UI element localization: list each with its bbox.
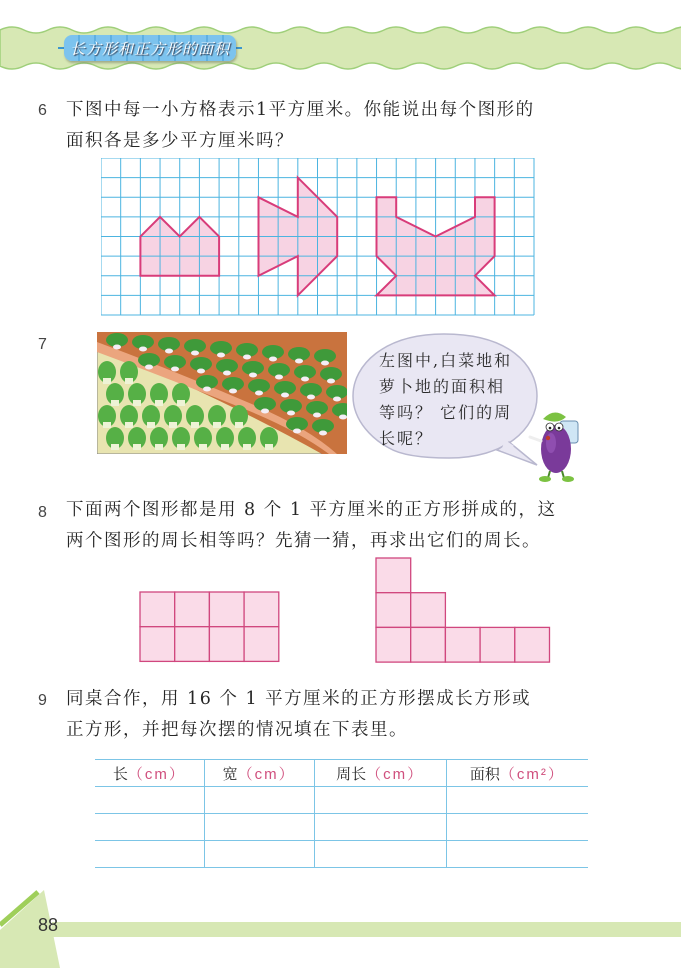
question-9-line-1: 同桌合作，用 16 个 1 平方厘米的正方形摆成长方形或 [66, 689, 532, 709]
page-footer-decoration [0, 890, 681, 968]
rectangle-figure-2x4 [139, 591, 281, 664]
question-9-text [66, 684, 626, 746]
cell-length[interactable] [95, 787, 204, 814]
cell-perimeter[interactable] [314, 841, 446, 868]
vegetable-field-image [97, 332, 347, 454]
bubble-line-2: 萝卜地的面积相 [379, 377, 506, 396]
page-number: 88 [38, 915, 59, 935]
speech-bubble-text [379, 348, 529, 452]
question-8-line-2: 两个图形的周长相等吗？先猜一猜，再求出它们的周长。 [66, 531, 541, 551]
bubble-line-1: 左图中,白菜地和 [379, 351, 513, 370]
answer-table [95, 759, 588, 868]
header-perimeter: 周长（cm） [314, 760, 446, 787]
question-8-line-1: 下面两个图形都是用 8 个 1 平方厘米的正方形拼成的，这 [66, 500, 557, 520]
cell-width[interactable] [204, 814, 314, 841]
header-width: 宽（cm） [204, 760, 314, 787]
chapter-title-badge [64, 35, 236, 61]
bubble-line-3: 等吗？ 它们的周 [379, 403, 513, 422]
cell-length[interactable] [95, 841, 204, 868]
table-row [95, 814, 588, 841]
cell-length[interactable] [95, 814, 204, 841]
table-row [95, 787, 588, 814]
cell-perimeter[interactable] [314, 787, 446, 814]
question-6-number: 6 [38, 102, 47, 119]
chapter-title: 长方形和正方形的面积 [70, 39, 231, 58]
table-row [95, 841, 588, 868]
table-header-row [95, 760, 588, 787]
question-6-text [66, 95, 606, 157]
cell-width[interactable] [204, 841, 314, 868]
question-9-number: 9 [38, 692, 47, 709]
square-grid-figure [101, 158, 535, 316]
cell-area[interactable] [446, 787, 588, 814]
cell-perimeter[interactable] [314, 814, 446, 841]
question-6-line-2: 面积各是多少平方厘米吗？ [66, 131, 294, 151]
bubble-line-4: 长呢？ [379, 429, 434, 448]
header-area: 面积（cm²） [446, 760, 588, 787]
question-8-number: 8 [38, 504, 47, 521]
cell-area[interactable] [446, 814, 588, 841]
l-shaped-figure [375, 557, 552, 664]
header-length: 长（cm） [95, 760, 204, 787]
question-8-text [66, 495, 626, 557]
eggplant-mascot-icon [528, 405, 588, 483]
cell-width[interactable] [204, 787, 314, 814]
question-6-line-1: 下图中每一小方格表示1平方厘米。你能说出每个图形的 [66, 100, 535, 120]
question-9-line-2: 正方形，并把每次摆的情况填在下表里。 [66, 720, 408, 740]
cell-area[interactable] [446, 841, 588, 868]
question-7-number: 7 [38, 336, 47, 353]
